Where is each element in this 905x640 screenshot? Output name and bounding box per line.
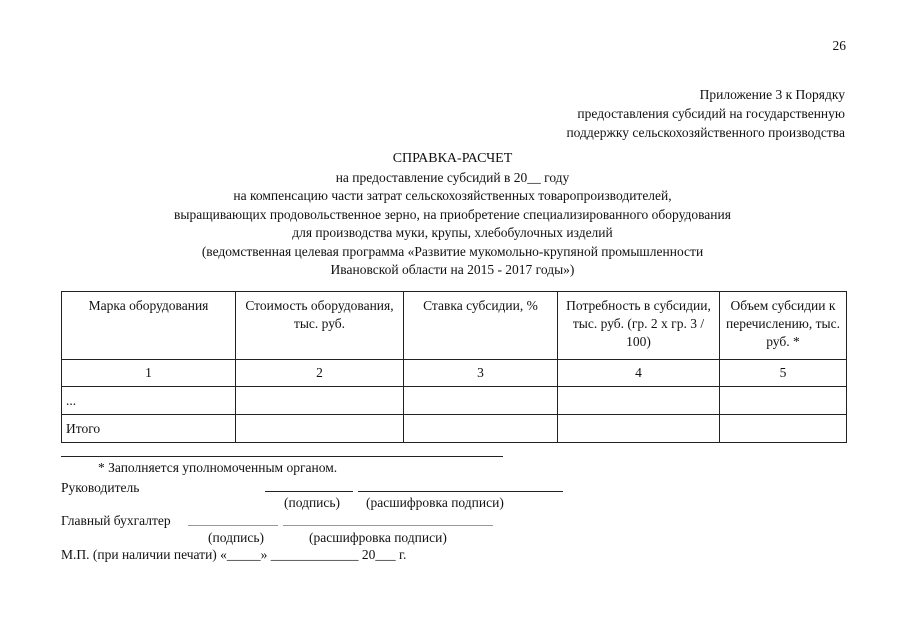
table-cell: ... — [62, 387, 236, 415]
header-cell: Объем субсидии к перечислению, тыс. руб. * — [720, 292, 847, 360]
title-line: (ведомственная целевая программа «Развитие мукомольно-крупяной промышленности — [201, 243, 704, 259]
accountant-decode-caption: (расшифровка подписи) — [309, 530, 447, 545]
table-cell — [236, 415, 404, 443]
column-number: 5 — [720, 360, 847, 387]
header-cell: Марка оборудования — [62, 292, 236, 360]
head-decode-caption: (расшифровка подписи) — [366, 495, 504, 510]
column-number: 1 — [62, 360, 236, 387]
title-line: на компенсацию части затрат сельскохозяйственных товаропроизводителей, — [233, 188, 672, 203]
accountant-signature-line — [188, 525, 278, 526]
total-row — [62, 415, 847, 443]
head-label: Руководитель — [61, 480, 140, 495]
title-line: для производства муки, крупы, хлебобулочных изделий — [292, 225, 613, 240]
title-line: на предоставление субсидий в 20__ году — [335, 169, 570, 185]
title-line: выращивающих продовольственное зерно, на приобретение специализированного оборудования — [174, 206, 731, 222]
table-cell — [558, 415, 720, 443]
accountant-decode-line — [283, 525, 493, 526]
total-label: Итого — [62, 415, 236, 443]
appendix-line: предоставления субсидий на государственную — [577, 106, 845, 121]
title-line: Ивановской области на 2015 - 2017 годы») — [330, 262, 575, 277]
head-signature-caption: (подпись) — [284, 495, 341, 510]
table-cell — [236, 387, 404, 415]
header-cell: Потребность в субсидии, тыс. руб. (гр. 2 х гр. 3 / 100) — [558, 292, 720, 360]
footnote-divider — [61, 456, 503, 457]
head-signature-line — [265, 491, 353, 492]
table-header-row — [62, 292, 847, 360]
calculation-table — [61, 291, 847, 443]
appendix-line: поддержку сельскохозяйственного производства — [566, 125, 845, 140]
table-cell — [720, 415, 847, 443]
column-number: 2 — [236, 360, 404, 387]
accountant-signature-caption: (подпись) — [208, 530, 265, 545]
document-title-block — [50, 150, 855, 280]
header-cell: Ставка субсидии, % — [404, 292, 558, 360]
page-number: 26 — [832, 38, 846, 53]
appendix-reference — [566, 85, 845, 142]
header-cell: Стоимость оборудования, тыс. руб. — [236, 292, 404, 360]
table-row — [62, 387, 847, 415]
accountant-label: Главный бухгалтер — [61, 513, 171, 528]
table-cell — [404, 415, 558, 443]
column-number: 3 — [404, 360, 558, 387]
stamp-date-line: М.П. (при наличии печати) «_____» _____________ 20___ г. — [61, 547, 407, 562]
document-title: СПРАВКА-РАСЧЕТ — [392, 151, 513, 166]
column-number: 4 — [558, 360, 720, 387]
head-decode-line — [358, 491, 563, 492]
table-cell — [720, 387, 847, 415]
table-cell — [404, 387, 558, 415]
footnote: * Заполняется уполномоченным органом. — [98, 460, 338, 475]
table-cell — [558, 387, 720, 415]
column-number-row — [62, 360, 847, 387]
appendix-line: Приложение 3 к Порядку — [699, 87, 845, 102]
